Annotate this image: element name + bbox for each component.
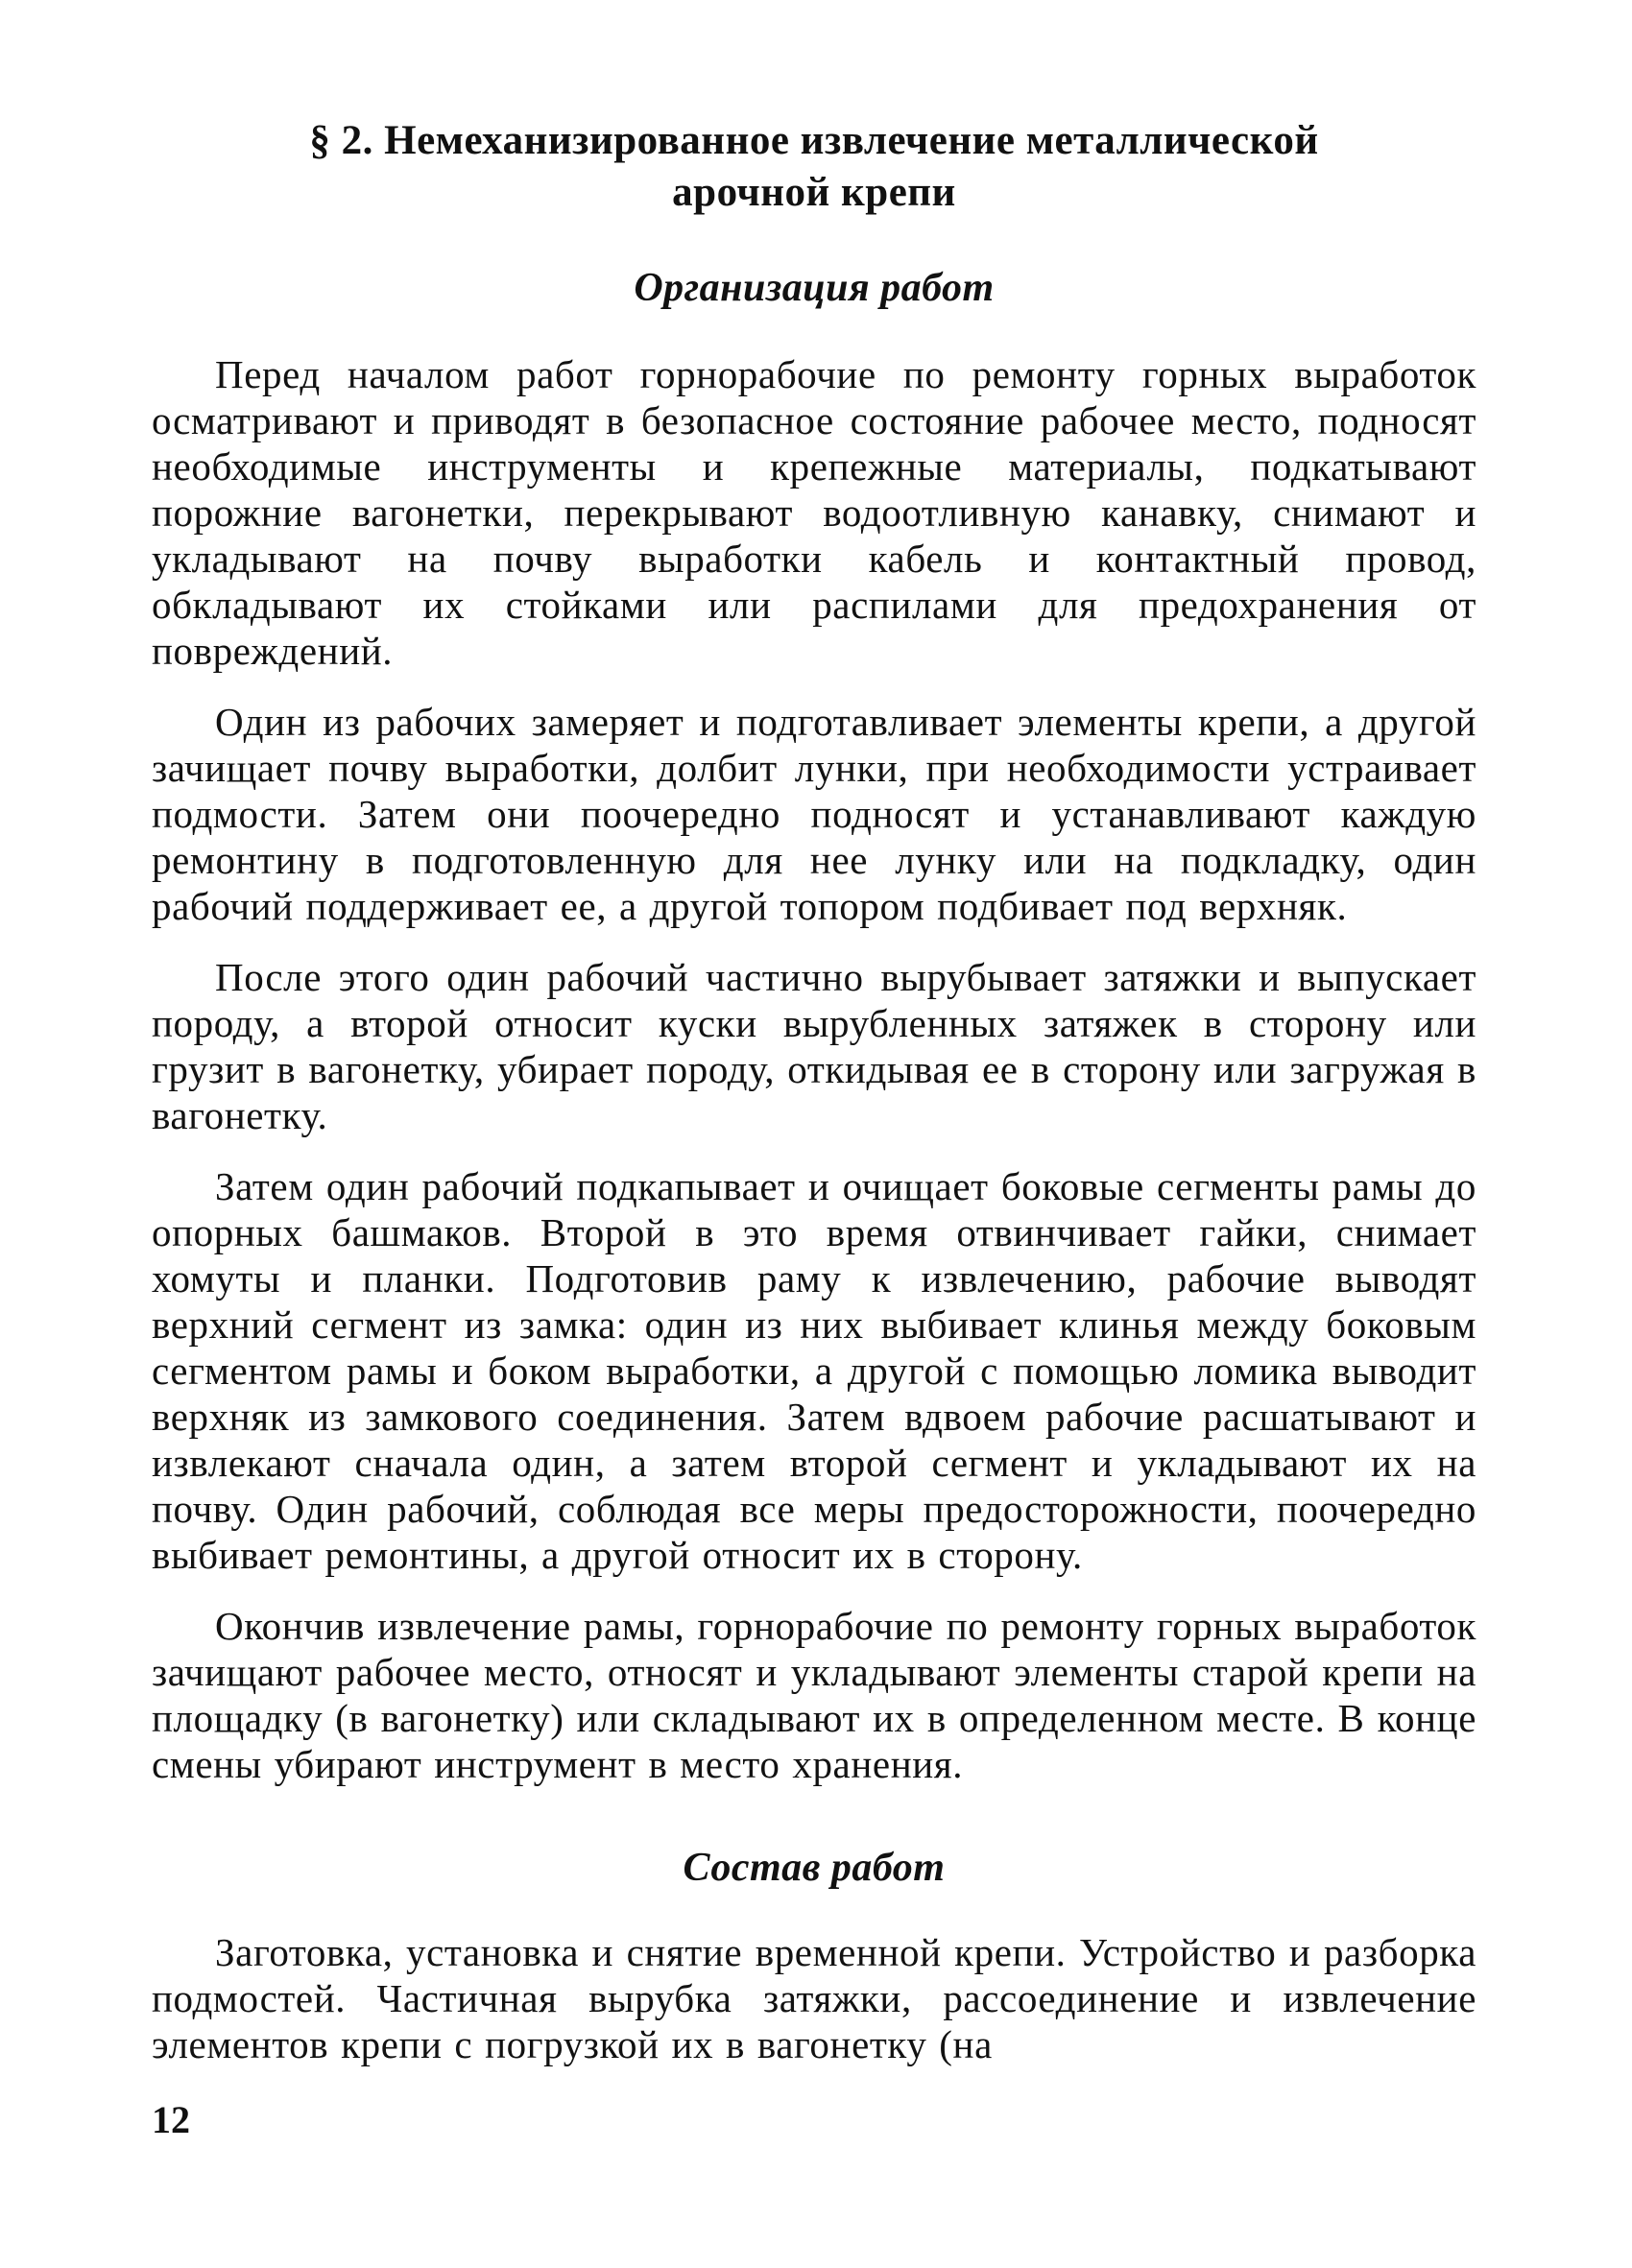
section-title-line-1: § 2. Немеханизированное извлечение металлической (309, 118, 1319, 163)
paragraph-2: Один из рабочих замеряет и подготавливает элементы крепи, а другой зачищает почву выработки, долбит лунки, при необходимости устраивает подмости. Затем они поочередно подносят и устанавливают каждую ремонтину в подготовленную для нее лунку или на подкладку, один рабочий поддерживает ее, а другой топором подбивает под верхняк. (152, 700, 1476, 928)
subheading-organization: Организация работ (634, 266, 995, 310)
page-number: 12 (152, 2098, 190, 2141)
paragraph-1: Перед началом работ горнорабочие по ремонту горных выработок осматривают и приводят в безопасное состояние рабочее место, подносят необходимые инструменты и крепежные материалы, подкатывают порожние вагонетки, перекрывают водоотливную канавку, снимают и укладывают на почву выработки кабель и контактный провод, обкладывают их стойками или распилами для предохранения от повреждений. (152, 352, 1476, 673)
page-content (152, 115, 1476, 2092)
paragraph-3: После этого один рабочий частично вырубывает затяжки и выпускает породу, а второй относит куски вырубленных затяжек в сторону или грузит в вагонетку, убирает породу, откидывая ее в сторону или загружая в вагонетку. (152, 955, 1476, 1137)
paragraph-4: Затем один рабочий подкапывает и очищает боковые сегменты рамы до опорных башмаков. Второй в это время отвинчивает гайки, снимает хомуты и планки. Подготовив раму к извлечению, рабочие выводят верхний сегмент из замка: один из них выбивает клинья между боковым сегментом рамы и боком выработки, а другой с помощью ломика выводит верхняк из замкового соединения. Затем вдвоем рабочие расшатывают и извлекают сначала один, а затем второй сегмент и укладывают их на почву. Один рабочий, соблюдая все меры предосторожности, поочередно выбивает ремонтины, а другой относит их в сторону. (152, 1164, 1476, 1577)
composition-paragraph: Заготовка, установка и снятие временной крепи. Устройство и разборка подмостей. Частичная вырубка затяжки, рассоединение и извлечение элементов крепи с погрузкой их в вагонетку (на (152, 1930, 1476, 2066)
section-title-line-2: арочной крепи (672, 170, 956, 215)
section-title (152, 115, 1476, 219)
paragraph-5: Окончив извлечение рамы, горнорабочие по ремонту горных выработок зачищают рабочее место, относят и укладывают элементы старой крепи на площадку (в вагонетку) или складывают их в определенном месте. В конце смены убирают инструмент в место хранения. (152, 1604, 1476, 1786)
subheading-composition: Состав работ (683, 1846, 946, 1890)
